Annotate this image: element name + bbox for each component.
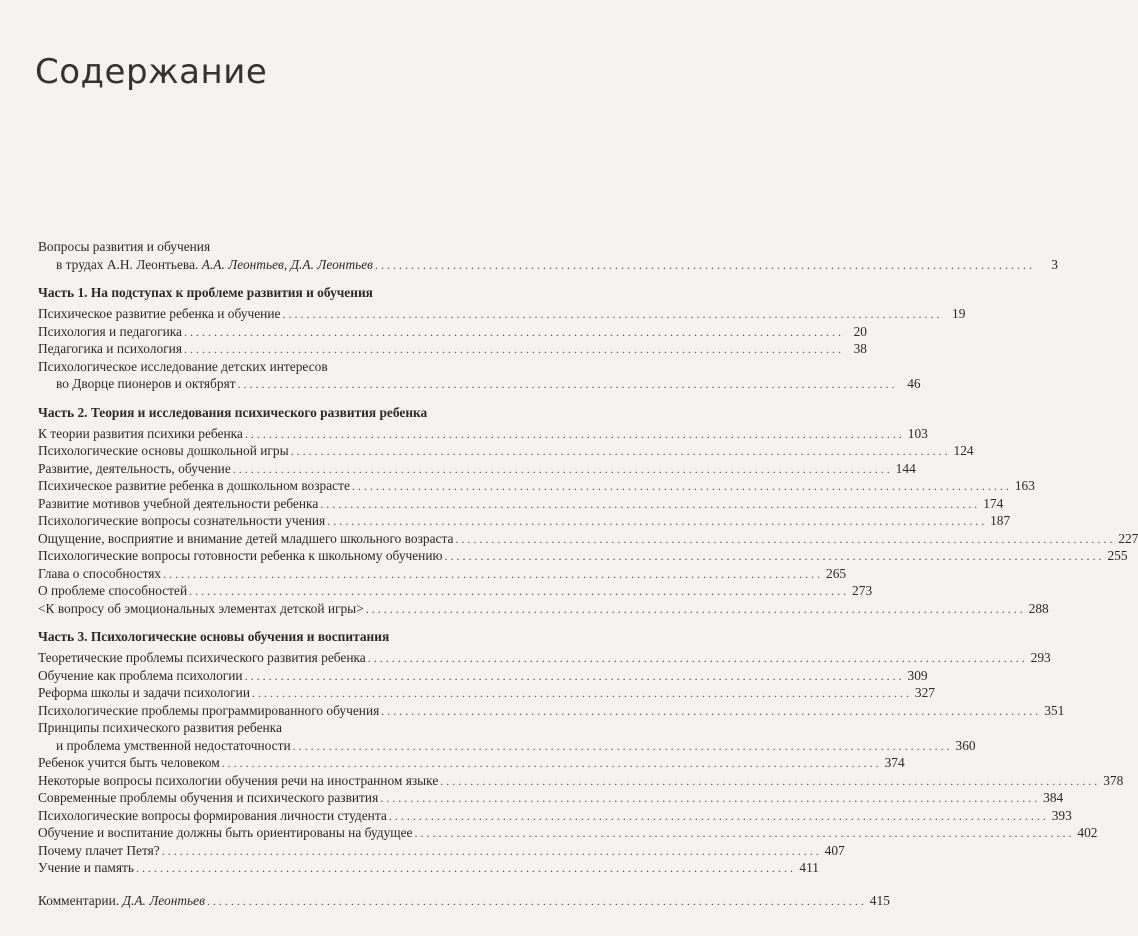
- dot-leader: [282, 306, 939, 324]
- dot-leader: [184, 324, 841, 342]
- toc-entry-page: 20: [853, 323, 867, 339]
- toc-entry[interactable]: [38, 737, 976, 755]
- toc-entry[interactable]: [38, 442, 974, 460]
- toc-entry-title: Психологические основы дошкольной игры: [38, 443, 289, 458]
- toc-entry-title: Психическое развитие ребенка в дошкольном возрасте: [38, 478, 350, 493]
- toc-entry-title: Психологическое исследование детских интересов: [38, 358, 328, 374]
- toc-entry-title: Почему плачет Петя?: [38, 842, 160, 858]
- toc-entry[interactable]: [38, 702, 1065, 720]
- toc-entry[interactable]: [38, 754, 905, 772]
- toc-entry[interactable]: [38, 789, 1064, 807]
- toc-entry-continuation: и проблема умственной недостаточности: [56, 737, 291, 753]
- toc-entry-title: Современные проблемы обучения и психического развития: [38, 790, 379, 805]
- toc-entry[interactable]: [38, 807, 1072, 825]
- dot-leader: [415, 825, 1072, 843]
- toc-entry-title: Учение и память: [38, 860, 134, 875]
- dot-leader: [366, 601, 1023, 619]
- page-title: Содержание: [35, 52, 268, 92]
- toc-entry-title: Глава о способностях: [38, 565, 162, 581]
- dot-leader: [245, 426, 902, 444]
- dot-leader: [189, 583, 846, 601]
- toc-entry-title: Ощущение, восприятие и внимание детей младшего школьного возраста: [38, 530, 454, 546]
- dot-leader: [327, 513, 984, 531]
- toc-entry-page: 103: [907, 425, 928, 441]
- dot-leader: [207, 893, 864, 911]
- dot-leader: [291, 443, 948, 461]
- dot-leader: [380, 790, 1037, 808]
- dot-leader: [222, 755, 879, 773]
- dot-leader: [136, 860, 793, 878]
- toc-entry-title: Педагогика и психология: [38, 341, 182, 356]
- toc-intro-line1: Вопросы развития и обучения: [38, 239, 211, 254]
- toc-entry[interactable]: [38, 582, 873, 600]
- toc-entry[interactable]: [38, 530, 1138, 548]
- toc-entry[interactable]: [38, 495, 1004, 513]
- toc-parts: [38, 284, 1138, 877]
- toc-entry-page: 360: [955, 737, 976, 753]
- toc-entry[interactable]: [38, 842, 845, 860]
- toc-entry[interactable]: [38, 547, 1128, 565]
- toc-entry-page: 407: [824, 842, 845, 858]
- toc-entry[interactable]: [38, 667, 928, 685]
- toc-entry-page: 327: [914, 685, 935, 700]
- toc-entry[interactable]: [38, 512, 1011, 530]
- toc-entry[interactable]: [38, 460, 916, 478]
- toc-entry[interactable]: [38, 772, 1124, 790]
- toc-part-heading: Часть 2. Теория и исследования психического развития ребенка: [38, 404, 428, 420]
- toc-part-heading: Часть 1. На подступах к проблеме развития и обучения: [38, 285, 373, 300]
- toc-entry-page: 393: [1051, 807, 1072, 823]
- toc-entry[interactable]: [38, 477, 1035, 495]
- toc-intro-entry[interactable]: [38, 256, 1058, 274]
- toc-entry[interactable]: [38, 340, 867, 358]
- dot-leader: [252, 685, 909, 703]
- dot-leader: [445, 548, 1102, 566]
- toc-entry-title: Развитие мотивов учебной деятельности ребенка: [38, 495, 319, 511]
- toc-entry-title: Обучение и воспитание должны быть ориентированы на будущее: [38, 825, 413, 840]
- toc-entry-page: 19: [952, 306, 966, 321]
- dot-leader: [184, 341, 841, 359]
- toc-entry-title: Реформа школы и задачи психологии: [38, 685, 250, 700]
- toc-entry-title: Психологические проблемы программированного обучения: [38, 702, 380, 718]
- toc-entry[interactable]: [38, 824, 1098, 842]
- dot-leader: [381, 703, 1038, 721]
- toc-entry-page: 174: [983, 495, 1004, 511]
- toc-entry[interactable]: [38, 684, 935, 702]
- dot-leader: [233, 461, 890, 479]
- toc-closing-entry[interactable]: [38, 892, 890, 910]
- toc-entry-title: Психология и педагогика: [38, 323, 182, 339]
- toc-entry-title: Теоретические проблемы психического развития ребенка: [38, 650, 366, 665]
- toc-entry-page: 293: [1030, 650, 1051, 665]
- dot-leader: [368, 650, 1025, 668]
- toc-entry-title: Развитие, деятельность, обучение: [38, 460, 231, 476]
- toc-entry-page: 411: [799, 860, 819, 875]
- dot-leader: [389, 808, 1046, 826]
- toc-entry-title: Ребенок учится быть человеком: [38, 755, 220, 770]
- dot-leader: [455, 531, 1112, 549]
- toc-entry-page: 265: [826, 565, 847, 581]
- toc-entry-page: 384: [1043, 790, 1064, 805]
- toc-entry[interactable]: [38, 323, 867, 341]
- toc-entry-title: К теории развития психики ребенка: [38, 425, 243, 441]
- dot-leader: [163, 566, 820, 584]
- toc-entry-page: 378: [1103, 772, 1124, 788]
- dot-leader: [245, 668, 902, 686]
- toc-entry-page: 124: [953, 443, 974, 458]
- toc-entry-page: 288: [1028, 600, 1049, 616]
- toc-entry-page: 273: [852, 583, 873, 598]
- toc-entry-authors: А.А. Леонтьев, Д.А. Леонтьев: [201, 256, 373, 272]
- toc-entry-page: 227: [1118, 530, 1138, 546]
- toc-entry[interactable]: [38, 375, 921, 393]
- toc-entry-page: 144: [895, 460, 916, 476]
- toc-entry[interactable]: [38, 305, 966, 323]
- dot-leader: [375, 257, 1032, 275]
- toc-entry-title: Принципы психического развития ребенка: [38, 720, 282, 735]
- toc-entry[interactable]: [38, 425, 928, 443]
- toc-entry-page: 163: [1014, 478, 1035, 493]
- toc-entry-title: Психологические вопросы сознательности учения: [38, 513, 326, 528]
- toc-entry-page: 38: [853, 341, 867, 356]
- toc-entry[interactable]: [38, 565, 847, 583]
- toc-entry[interactable]: [38, 859, 819, 877]
- toc-entry-page: 46: [907, 376, 921, 391]
- dot-leader: [293, 738, 950, 756]
- dot-leader: [320, 496, 977, 514]
- dot-leader: [238, 376, 895, 394]
- toc-entry-page: 351: [1044, 702, 1065, 718]
- toc-entry-page: 3: [1051, 256, 1058, 272]
- dot-leader: [162, 843, 819, 861]
- toc-entry-title: О проблеме способностей: [38, 583, 188, 598]
- toc-entry-title: Обучение как проблема психологии: [38, 667, 243, 683]
- toc-entry-authors: Д.А. Леонтьев: [122, 892, 205, 908]
- toc-entry-page: 255: [1107, 548, 1128, 563]
- toc-entry-page: 402: [1077, 825, 1098, 840]
- dot-leader: [440, 773, 1097, 791]
- dot-leader: [352, 478, 1009, 496]
- toc-entry-title: Некоторые вопросы психологии обучения речи на иностранном языке: [38, 772, 439, 788]
- toc-entry[interactable]: [38, 649, 1051, 667]
- toc-entry-page: 415: [869, 892, 890, 908]
- toc-entry-title: Психологические вопросы готовности ребенка к школьному обучению: [38, 548, 443, 563]
- toc-entry-title: в трудах А.Н. Леонтьева. А.А. Леонтьев, Д.А. Леонтьев: [56, 256, 373, 272]
- toc-entry-page: 374: [884, 755, 905, 770]
- toc-entry-title: Психологические вопросы формирования личности студента: [38, 807, 387, 823]
- toc-part-heading: Часть 3. Психологические основы обучения и воспитания: [38, 629, 390, 644]
- toc-entry-title: Комментарии. Д.А. Леонтьев: [38, 892, 205, 908]
- toc-entry[interactable]: [38, 600, 1049, 618]
- table-of-contents: [38, 238, 1138, 909]
- toc-entry-continuation: во Дворце пионеров и октябрят: [56, 376, 236, 391]
- toc-entry-title: Психическое развитие ребенка и обучение: [38, 306, 281, 321]
- toc-entry-page: 309: [907, 667, 928, 683]
- toc-entry-page: 187: [990, 513, 1011, 528]
- toc-entry-title: <К вопросу об эмоциональных элементах детской игры>: [38, 600, 364, 616]
